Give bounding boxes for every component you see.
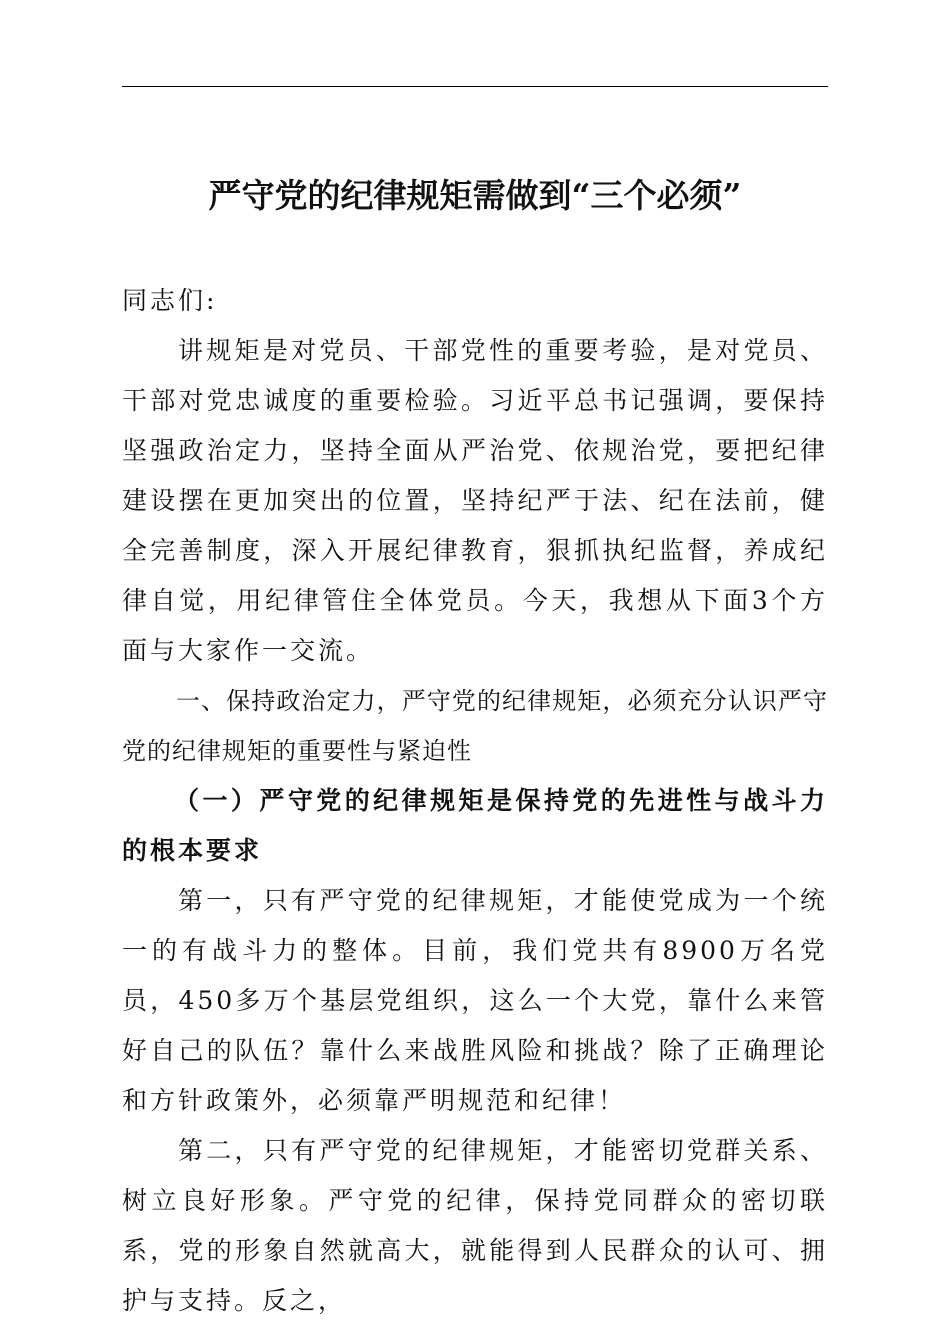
document-body [122, 276, 828, 1326]
subsection-heading-1: （一）严守党的纪律规矩是保持党的先进性与战斗力的根本要求 [122, 786, 828, 865]
paragraph-second-point: 第二，只有严守党的纪律规矩，才能密切党群关系、树立良好形象。严守党的纪律，保持党同群众的密切联系，党的形象自然就高大，就能得到人民群众的认可、拥护与支持。反之， [122, 1136, 828, 1315]
paragraph-intro: 讲规矩是对党员、干部党性的重要考验，是对党员、干部对党忠诚度的重要检验。习近平总书记强调，要保持坚强政治定力，坚持全面从严治党、依规治党，要把纪律建设摆在更加突出的位置，坚持纪严于法、纪在法前，健全完善制度，深入开展纪律教育，狠抓执纪监督，养成纪律自觉，用纪律管住全体党员。今天，我想从下面3个方面与大家作一交流。 [122, 336, 828, 665]
salutation: 同志们: [122, 286, 218, 315]
section-heading-1: 一、保持政治定力，严守党的纪律规矩，必须充分认识严守党的纪律规矩的重要性与紧迫性 [122, 687, 828, 765]
header-rule [122, 86, 828, 87]
paragraph-first-point: 第一，只有严守党的纪律规矩，才能使党成为一个统一的有战斗力的整体。目前，我们党共有8900万名党员，450多万个基层党组织，这么一个大党，靠什么来管好自己的队伍？靠什么来战胜风险和挑战？除了正确理论和方针政策外，必须靠严明规范和纪律！ [122, 886, 828, 1115]
document-title: 严守党的纪律规矩需做到“三个必须” [208, 176, 742, 215]
